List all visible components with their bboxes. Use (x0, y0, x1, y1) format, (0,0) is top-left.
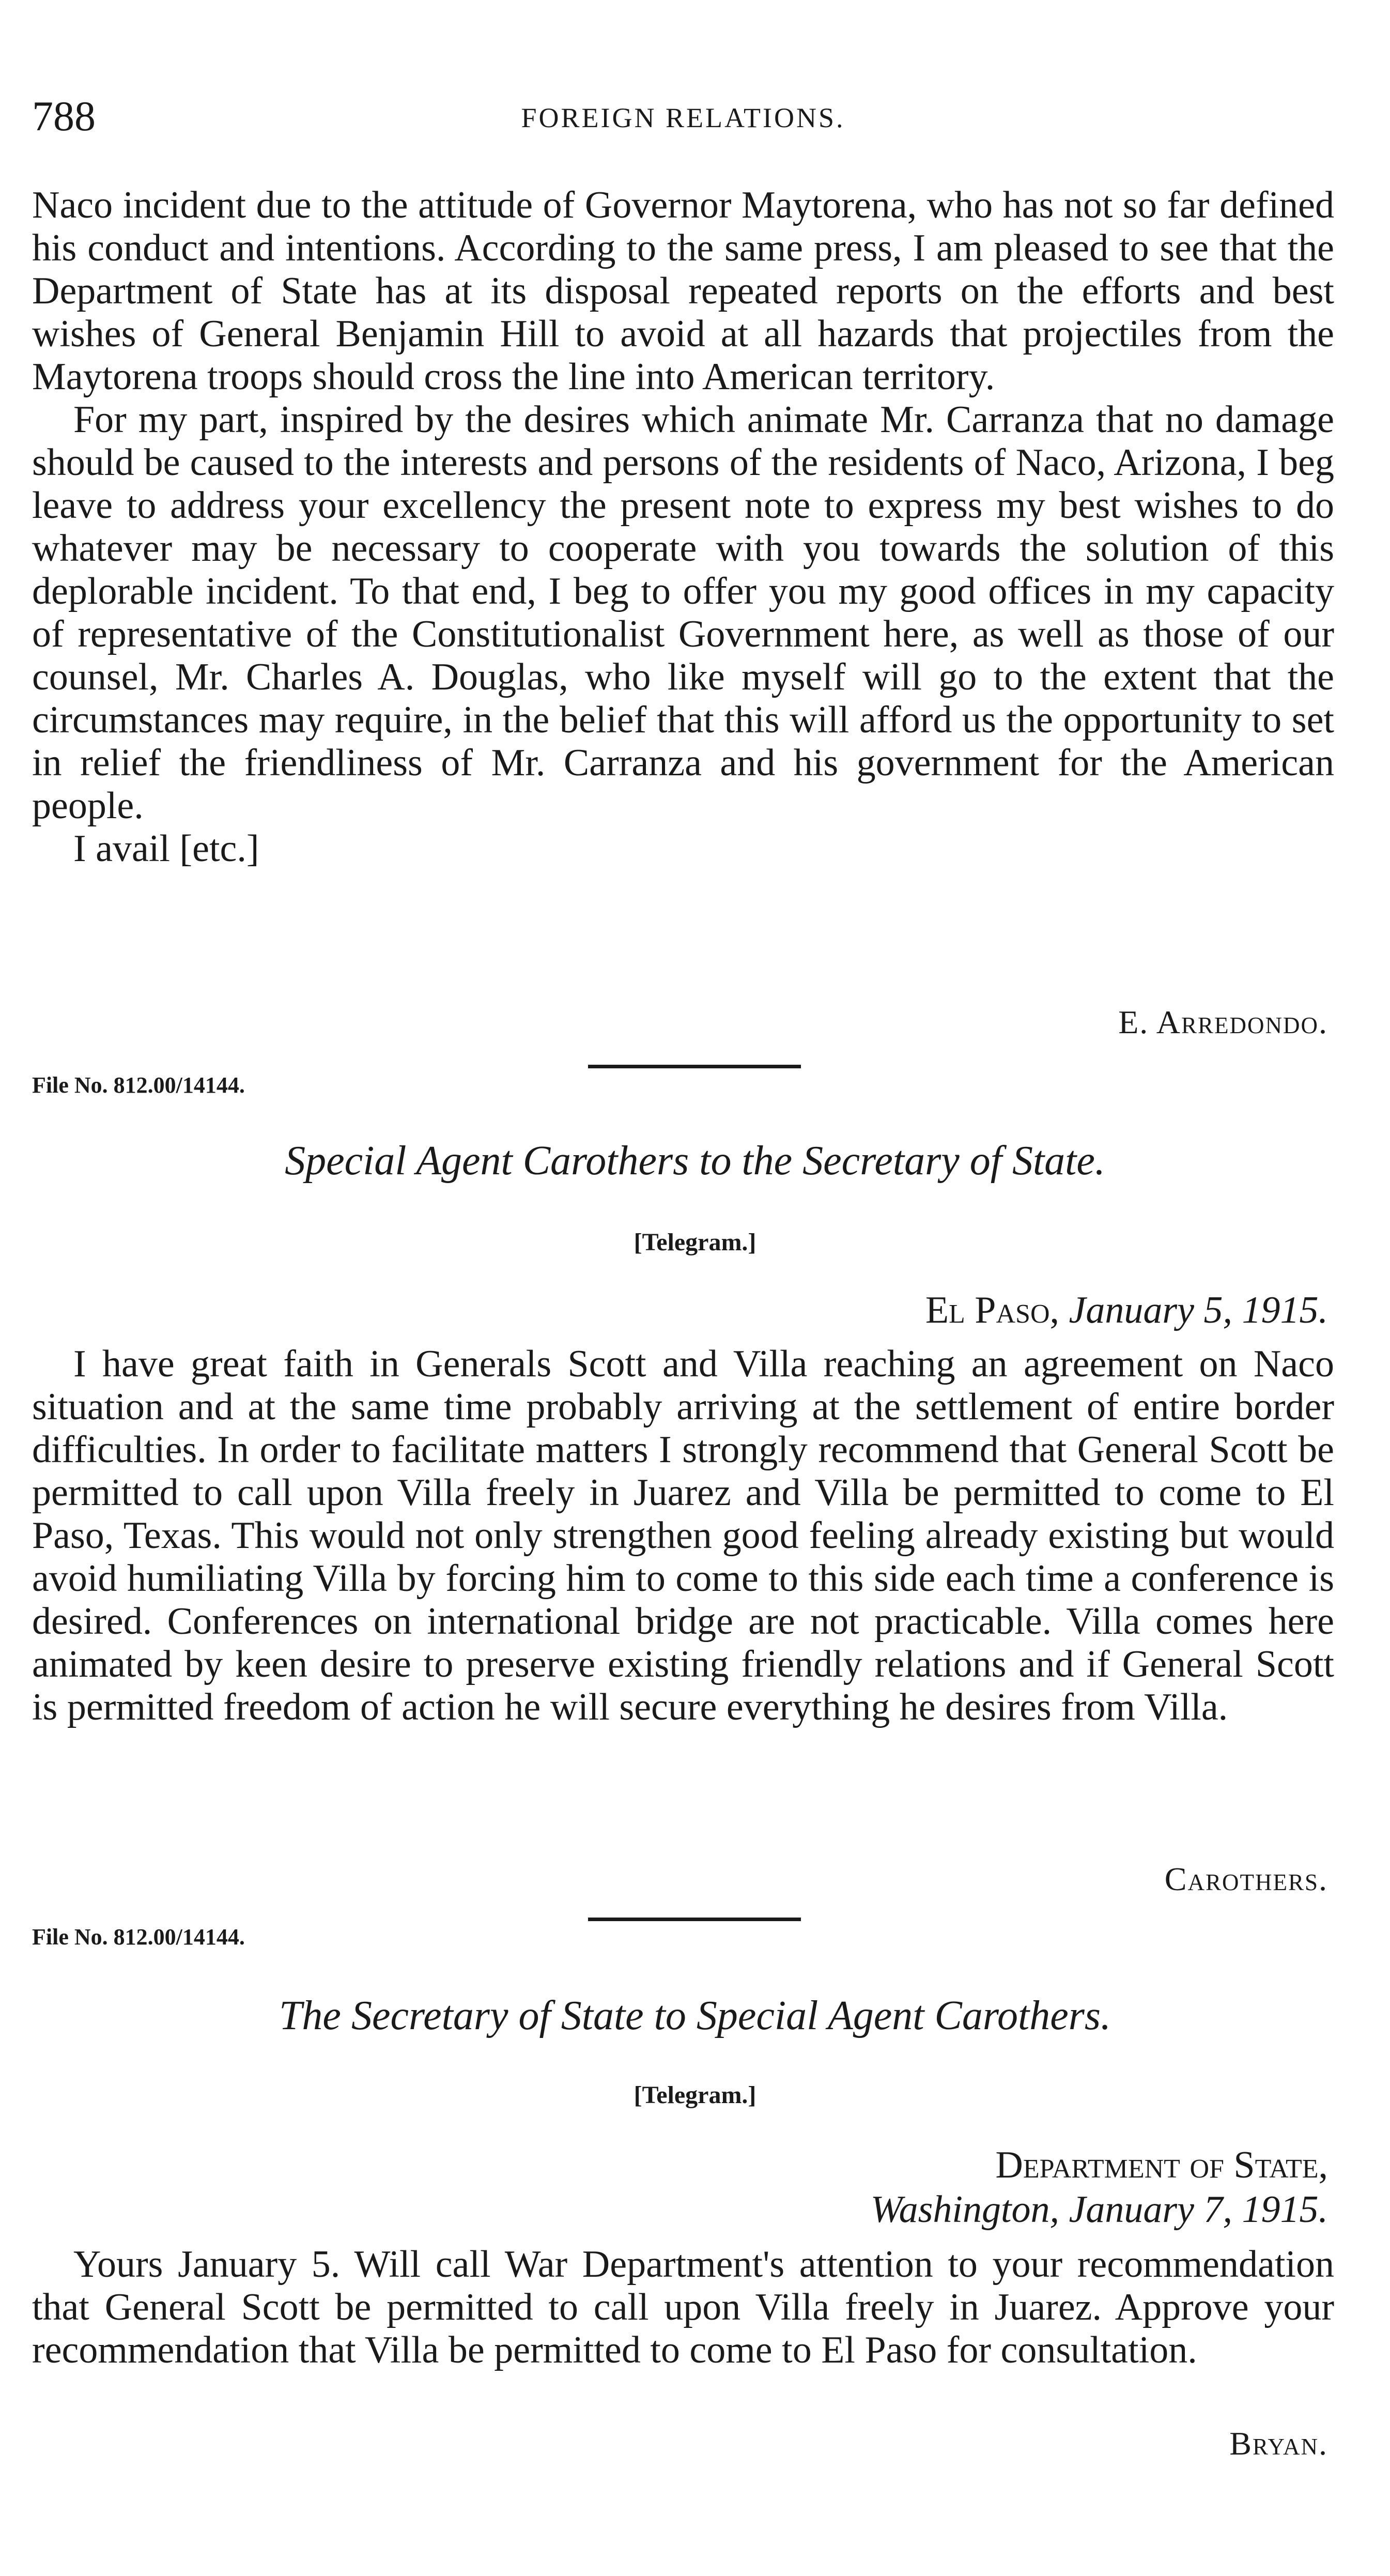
telegram-label: [Telegram.] (634, 2081, 756, 2109)
page-header (32, 93, 1334, 140)
carothers-telegram-body (32, 1343, 1334, 1729)
paragraph: I avail [etc.] (73, 827, 259, 870)
section-divider (588, 1065, 801, 1068)
section-divider (588, 1918, 801, 1921)
signature-carothers: Carothers. (1164, 1861, 1328, 1897)
file-number: File No. 812.00/14144. (32, 1924, 245, 1950)
signature-bryan: Bryan. (1229, 2425, 1328, 2462)
department-line: Department of State, (995, 2144, 1328, 2186)
document-title: Special Agent Carothers to the Secretary of State. (285, 1138, 1105, 1184)
document-title: The Secretary of State to Special Agent Carothers. (279, 1993, 1111, 2038)
paragraph: I have great faith in Generals Scott and Villa reaching an agreement on Naco situation and at the same time probably arriving at the settlement of entire border difficulties. In order to facilitate matters I strongly recommend that General Scott be permitted to call upon Villa freely in Juarez and Villa be permitted to come to El Paso, Texas. This would not only strengthen good feeling already existing but would avoid humiliating Villa by forcing him to come to this side each time a conference is desired. Conferences on international bridge are not practicable. Villa comes here animated by keen desire to preserve existing friendly relations and if General Scott is permitted freedom of action he will secure everything he desires from Villa. (32, 1343, 1334, 1728)
paragraph: Yours January 5. Will call War Department's attention to your recommendation that General Scott be permitted to call upon Villa freely in Juarez. Approve your recommendation that Villa be permitted to come to El Paso for consultation. (32, 2243, 1334, 2371)
arredondo-letter-body (32, 184, 1334, 870)
file-number: File No. 812.00/14144. (32, 1072, 245, 1098)
dateline: Washington, January 7, 1915. (870, 2188, 1328, 2231)
place: El Paso, (925, 1289, 1059, 1331)
page-number: 788 (32, 93, 96, 140)
running-head: FOREIGN RELATIONS. (521, 102, 845, 133)
bryan-telegram-body (32, 2243, 1334, 2372)
signature-arredondo: E. Arredondo. (1118, 1004, 1328, 1040)
dateline (708, 1289, 1328, 1332)
paragraph: Naco incident due to the attitude of Governor Maytorena, who has not so far defined his conduct and intentions. According to the same press, I am pleased to see that the Department of State has at its disposal repeated reports on the efforts and best wishes of General Benjamin Hill to avoid at all hazards that projectiles from the Maytorena troops should cross the line into American territory. (32, 184, 1334, 398)
telegram-label: [Telegram.] (634, 1229, 756, 1256)
paragraph: For my part, inspired by the desires which animate Mr. Carranza that no damage should be caused to the interests and persons of the residents of Naco, Arizona, I beg leave to address your excellency the present note to express my best wishes to do whatever may be necessary to cooperate with you towards the solution of this deplorable incident. To that end, I beg to offer you my good offices in my capacity of representative of the Constitutionalist Government here, as well as those of our counsel, Mr. Charles A. Douglas, who like myself will go to the extent that the circumstances may require, in the belief that this will afford us the opportunity to set in relief the friendliness of Mr. Carranza and his government for the American people. (32, 398, 1334, 827)
date: January 5, 1915. (1069, 1289, 1328, 1331)
